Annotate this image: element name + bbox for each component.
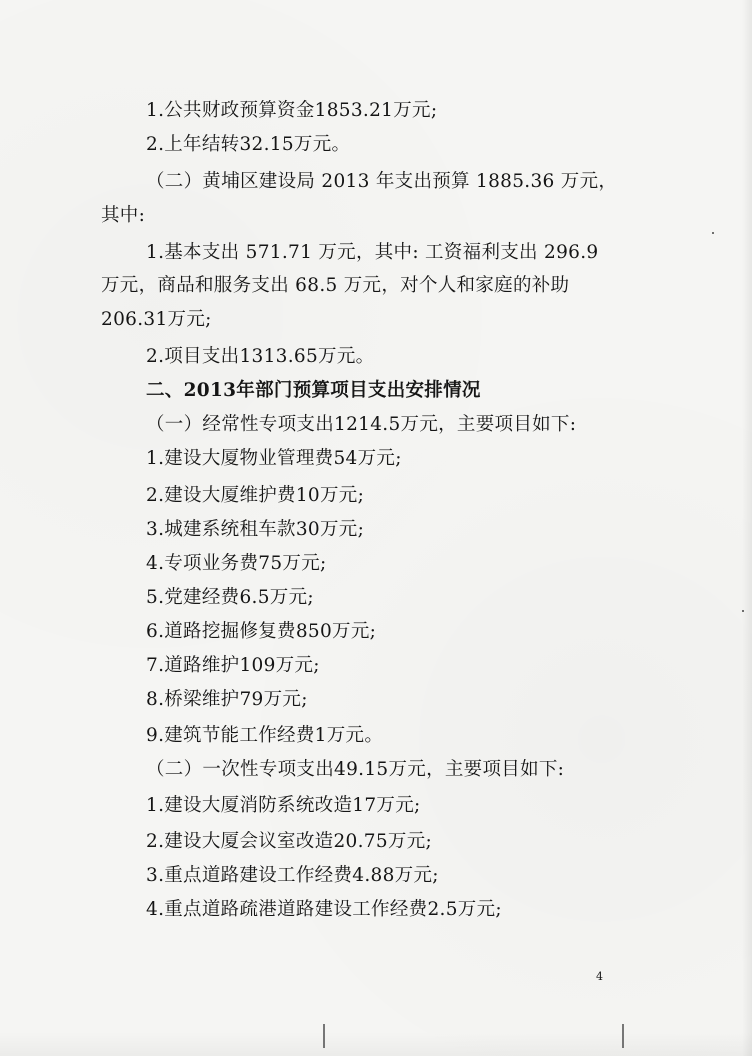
text-line-15: 5.党建经费6.5万元;: [146, 587, 314, 608]
text-line-4: 其中:: [101, 205, 146, 226]
text-line-14: 4.专项业务费75万元;: [146, 553, 327, 574]
text-line-7: 206.31万元;: [101, 309, 212, 330]
section-heading: 二、2013年部门预算项目支出安排情况: [146, 380, 481, 401]
scan-bottom-shadow: [0, 1032, 752, 1056]
text-line-6: 万元，商品和服务支出 68.5 万元，对个人和家庭的补助: [101, 275, 570, 296]
page-number: 4: [596, 970, 603, 983]
text-line-20: （二）一次性专项支出49.15万元，主要项目如下:: [146, 759, 565, 780]
text-line-21: 1.建设大厦消防系统改造17万元;: [146, 795, 421, 816]
text-line-8: 2.项目支出1313.65万元。: [146, 346, 375, 367]
text-line-10: （一）经常性专项支出1214.5万元，主要项目如下:: [146, 414, 577, 435]
scan-edge-shadow: [742, 0, 752, 1056]
text-line-2: 2.上年结转32.15万元。: [146, 134, 351, 155]
text-line-3: （二）黄埔区建设局 2013 年支出预算 1885.36 万元，: [146, 171, 618, 192]
text-line-5: 1.基本支出 571.71 万元，其中: 工资福利支出 296.9: [146, 242, 599, 263]
scan-speck: [712, 232, 714, 234]
text-line-19: 9.建筑节能工作经费1万元。: [146, 725, 384, 746]
text-line-23: 3.重点道路建设工作经费4.88万元;: [146, 865, 439, 886]
text-line-22: 2.建设大厦会议室改造20.75万元;: [146, 831, 433, 852]
text-line-24: 4.重点道路疏港道路建设工作经费2.5万元;: [146, 899, 502, 920]
text-line-18: 8.桥梁维护79万元;: [146, 689, 308, 710]
text-line-16: 6.道路挖掘修复费850万元;: [146, 621, 377, 642]
text-line-13: 3.城建系统租车款30万元;: [146, 519, 365, 540]
text-line-12: 2.建设大厦维护费10万元;: [146, 485, 365, 506]
text-line-1: 1.公共财政预算资金1853.21万元;: [146, 100, 438, 121]
text-line-11: 1.建设大厦物业管理费54万元;: [146, 448, 402, 469]
text-line-17: 7.道路维护109万元;: [146, 655, 320, 676]
